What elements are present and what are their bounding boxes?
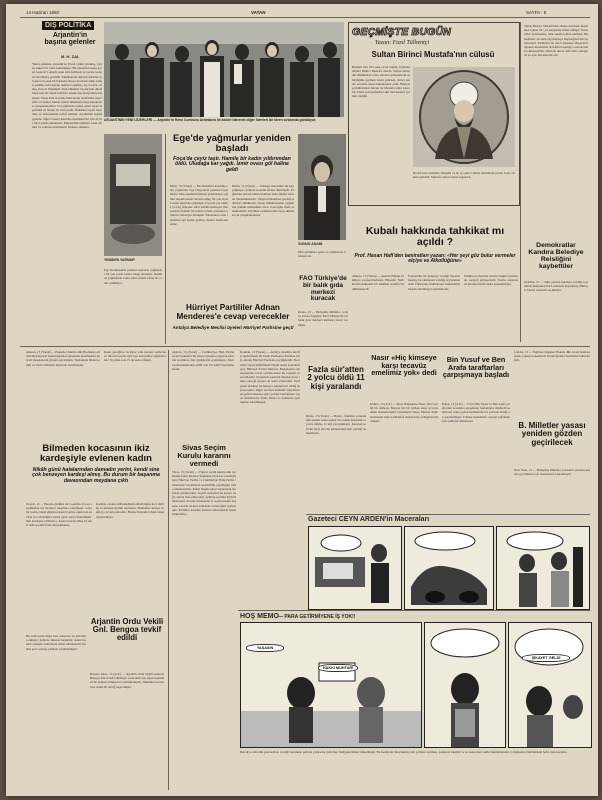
hurriyet-subtitle: Antalya Belediye Meclisi üyeleri Hürriyet Partisine geçti	[172, 325, 294, 330]
gecmiste-title: Sultan Birinci Mustafa'nın cülusü	[371, 50, 495, 59]
comic2-panel-1	[240, 622, 422, 748]
rain-photo-image	[104, 134, 162, 256]
man-photo-image	[298, 134, 346, 240]
nasir-body: Kahire, 13 (A.P.) — Mısır Başbakanı Nasır, dün verdiği bir demeçte Mısırın hiç bir devlete karşı tecavüz emeli beslemediğini söylemiştir. Nasır, Mısırın silahlanmasının sadece müdafaa maksadı ile olduğunu belirtmiştir.	[370, 402, 438, 423]
sultan-portrait	[413, 67, 515, 167]
paper-name: VATAN	[251, 10, 266, 15]
nasir-title: Nasır «Hiç kimseye karşı tecavüz emelimiz yok» dedi	[371, 353, 437, 378]
lower-left-body: Ankara, 13 (Vatan) — Bakanlar Kurulu dün Başbakan Adnan Menderes'in başkanlığında toplanarak memleketin iktisadi meselelerini gözden geçirmiştir. Toplantıda ithalat rejimi ve döviz tahsisleri üzerinde durulmuştur.	[26, 350, 100, 367]
kubali-subtitle: Prof. Hasan Hafi'den tamiratları yazan: «Her şeyi göz bulur vermeler elçiye ve Alkollüğüne»	[354, 253, 516, 265]
comic1-panel-2-art	[405, 527, 493, 609]
bilmeden-subtitle: Nikâh günü hatalarından damadın yerini, kendi sine çok benzeyen kardeşi almış. Bu durum bir başanma davasından meydana çıktı	[32, 467, 160, 484]
rain-caption: YENİDEN YAĞMUR	[104, 258, 135, 262]
comic1-label: Gazeteci CEYN ARDEN'in Maceraları	[308, 516, 430, 523]
bin-title: Bin Yusuf ve Ben Arafa taraftarları çarpışmaya başladı	[442, 355, 510, 380]
far-right-body: Londra, 13 — İngiltere Dışişleri Bakanı dün Avam Kamarasında yaptığı konuşmada Ortadoğudaki durumdan bahsetmiştir.	[514, 350, 590, 363]
bilmeden-body: Napoli, 13 — Burada görülen bir boşanma davası alışılmamış bir hadiseyi meydana çıkarmıştır. Genç bir kadın, nikah günü kocasının yerine onun ikiz kardeşi ile evlendiğini ancak aylar sonra farketmiştir. İkiz kardeşler birbirine o kadar benziyormuş ki ailesi dahi aradaki farkı anlayamamış.	[26, 502, 92, 528]
gecmiste-box	[348, 22, 520, 206]
bin-body: Rabat, 13 (A.P.) — Fas'ta Bin Yusuf ve Ben Arafa taraftarları arasında çarpışmalar başlamıştır. Muhtelif şehirlerde vukua gelen hadiselerde bir çok kişi ölmüş ve yaralanmıştır. Fransız makamları asayişi sağlamak için tedbirler almaktadır.	[442, 402, 510, 423]
fazla-body: Bursa, 13 (Vatan) — Bursa - İstanbul yolunda dün akşam vukua gelen bir otobüs kazasında 2 yolcu ölmüş, 11 kişi yaralanmıştır. Kazanın şoförün fazla sür'atle gitmesinden ileri geldiği anlaşılmıştır.	[306, 414, 366, 435]
hurriyet-title: Hürriyet Partililer Adnan Menderes'e cevap verecekler	[176, 303, 290, 321]
demokrat-title: Demokratlar Kandıra Belediye Reisliğini kaybettiler	[528, 242, 584, 271]
comic2-bubble-2: HAKKI MUHTARI	[318, 664, 358, 672]
rain-caption-body: Ege mıntıkasında yeniden başlayan yağmurlar bir çok yerde zarara sebep olmuştur. Resimde yağmurdan sonra sular altında kalan bir cadde görülüyor.	[104, 268, 162, 285]
sivas-title: Sivas Seçim Kurulu kararını vermedi	[177, 443, 231, 468]
politics-title: Arjantin'in başına gelenler	[44, 32, 96, 47]
comic2-panel-3	[508, 622, 592, 748]
gecmiste-byline: Yazan: Fazıl Tülbentçi	[375, 40, 430, 46]
politics-body: Yakın zamanda Arjantin'de Peron rejimi yıkılmış, yerine askeri bir idare kurulmuştu. Bu idarenin başına geçen General Lonardi uzun süre kalmadı ve yerine General Aramburu getirildi. Memleketin iktisadi durumu son derece bozuk bir haldedir. Peron devrinde takip edilen politika neticesinde hazine boşalmış, dış borçlar artmış, ihracat düşmüştü. Yeni hükümet bu durumu düzeltmek için bir takım tedbirler almak mecburiyetinde kalmıştır. Fakat halk arasında hâlâ Peron taraftarları mevcuttur ve bunlar zaman zaman hükümete karşı hareketlere girişmektedirler. Son günlerde vukua gelen isyan teşebbüsü de bunun bir neticesidir. Hükümet isyanı bastırmış ve elebaşılarını tevkif etmiştir. Arjantin'in başına gelenler diğer Cenubi Amerika memleketleri için de bir ibret teşkil etmektedir. Diktatörlük rejimleri uzun sürmez ve sonunda memleketi felakete sürükler.	[32, 62, 102, 130]
comic2-bubble-3: ŞİKAYET GELDİ	[522, 654, 570, 662]
ege-title: Ege'de yağmurlar yeniden başladı	[173, 133, 291, 154]
gecmiste-body: Bundan tam 343 sene evvel bugün, Osmanlı tahtına Birinci Mustafa oturdu. Sultan Ahmedin ölümünden sonra saltanat şehzadelerin en büyüğüne geçmek lazım gelirken, devlet erkanı arasında uzun münakaşalar oldu. Nihayet şeyhülislamın fetvası ile Mustafa tahta çıkarıldı. Fakat yeni padişahın akli muvazenesi yerinde değildi.	[352, 65, 410, 99]
fazla-title: Fazla sür'atten 2 yolcu öldü 11 kişi yaralandı	[307, 365, 365, 391]
comic2-panel-3-art	[509, 623, 591, 747]
comic1-panel-1	[308, 526, 402, 610]
comic1-panel-2	[404, 526, 494, 610]
leaders-caption-title: ARJANTİNİN YENİ LİDERLERİ	[104, 118, 153, 122]
sultan-portrait-image	[413, 67, 515, 167]
lower-left-body-3: Bu arada polis diğer bazı subayları da gözaltına almıştır. Şehirde sükunet hakimdir. Askeri kıtalar stratejik noktalarda nöbet tutmaktadır. Halkın gece sokağa çıkması yasaklanmıştır.	[26, 634, 86, 651]
lower-left-body-2: Karar gereğince tacirlere yeni kotalar verilecek ve ihracatı teşvik için bazı kolaylıklar sağlanacaktır. Toplantı saat 19 da sona ermiştir.	[104, 350, 166, 363]
comic1-panel-3	[496, 526, 590, 610]
kubali-body-3: Fakülte profesörler kurulu bugün toplanarak vaziyeti görüşecektir. Talebe arasında da mesele büyük alaka uyandırmıştır.	[464, 274, 518, 287]
kubali-body-2: Profesörün bir gazeteye verdiği beyanat üzerine bu tahkikatın açıldığı söylenmektedir. Üniversite muhtariyeti bakımından mesele ehemmiyet taşımaktadır.	[408, 274, 460, 291]
comic1-panel-1-art	[309, 527, 401, 609]
bmilletler-title: B. Milletler yasası yeniden gözden geçirilecek	[518, 421, 586, 447]
bmilletler-body: New York, 13 — Birleşmiş Milletler yasasının yeniden gözden geçirilmesi için hazırlıklara başlanmıştır.	[514, 468, 590, 477]
comic-rule-top	[306, 514, 590, 515]
arjantin-ordu-title: Arjantin Ordu Vekili Gnl. Bengoa tevkif edildi	[90, 617, 164, 643]
kubali-title: Kubalı hakkında tahkikat mı açıldı ?	[365, 225, 505, 249]
sivas-body: Sivas, 13 (Vatan) — Vilayet seçim kurulu dün toplanmış fakat itirazlar hakkında bir karar verememiştir. Hürriyet Partisi ve Cumhuriyet Halk Partisi temsilcileri seçimlerde usulsüzlük yapıldığını iddia etmektedirler. Kurul bugün tekrar toplanarak meseleyi görüşecektir. Seçim neticeleri bu karara bağlı olarak ilan edilecektir. Şehirde seçimle ilgili münakaşalar devam etmektedir. İl seçim kurulu başkanı, kararın en kısa zamanda verileceğini söylemiştir. Partililer kurulun kararını sabırsızlıkla beklemektedirler.	[172, 470, 236, 517]
center-body-2: İstanbul, 13 (Vatan) — Antalya belediye meclisi üyelerinden bir kısmı Demokrat Partiden istifa ederek Hürriyet Partisine geçmişlerdir. Bu hadise siyasi mahfillerde büyük alaka uyandırmıştır. Hürriyet Partisi liderleri, Başbakanın son beyanatına cevap vermek üzere bir toplantı yapacaklardır. Toplantıda partinin bundan sonra takip edeceği siyaset de tesbit edilecektir. Parti genel merkezi bu hususta yakında bir tebliğ neşredecektir. Diğer taraftan muhtelif vilayetlerden gelen haberlere göre partiye katılanların sayısı artmaktadır. İzmir, Bursa ve Adana'da yeni teşkilat kurulmuştur.	[240, 350, 300, 405]
right-col-body: Sultan Birinci Mustafa'nın cülusu devrinde memleket içinde bir çok karışıklık zuhur etmişti. Yeniçeriler ayaklanmış, halk sıkıntı içinde kalmıştı. Bu hadiseler devletin zayıflamaya başladığının ilk işaretleriydi. Tarihçiler bu devri Osmanlı imparatorluğunun duraklama devrinin başlangıcı olarak kabul etmektedirler. Mustafa ikinci defa tahta çıktığında da aynı hal tekerrür etti.	[524, 24, 588, 58]
man-photo	[298, 134, 346, 240]
man-caption: GÜNÜN ADAMI	[298, 242, 323, 246]
demokrat-body: Kandıra, 13 — Dün yapılan belediye reisliği seçiminde Demokrat Parti namzedi kaybetmiş, Hürriyet Partisi namzedi seçilmiştir.	[524, 280, 588, 293]
center-vrule	[168, 350, 169, 790]
right-vrule	[520, 22, 521, 342]
politics-author: M. H. ZAL	[61, 54, 80, 59]
leaders-caption: ARJANTİNİN YENİ LİDERLERİ — Arjantin'in Reisi Cumhuru Aramburu ile askeri idarenin diğer liderleri bir tören sırasında görülüyor.	[104, 118, 317, 122]
bilmeden-body-2: Kadının avukatı müvekkilinin aldatıldığını ileri sürmüş ve nikahın iptalini istemiştir. Mahkeme davaya bakmaya devam edecektir. Hadise İtalyada büyük alaka uyandırmıştır.	[96, 502, 164, 519]
bottom-body: Belediye reisi dün gazetecilere verdiği beyanatta şehirde yapılacak yeni imar faaliyetlerinden bahsetmiştir. Bu faaliyetler meyanında yeni yolların açılması, parkların tanzimi ve su tesisatının ıslahı bulunmaktadır. Çalışmalara önümüzdeki hafta başlanacaktır.	[240, 750, 568, 754]
comic2-sub: — PARA GETİRMİYENE İŞ YOK!!	[278, 614, 356, 620]
bilmeden-title: Bilmeden kocasının ikiz kardeşiyle evlenen kadın	[40, 443, 152, 464]
kubali-body: Ankara, 13 (Vatan) — Ankara Hukuk Fakültesi profesörlerinden Hüseyin Naili Kubalı hakkında bir tahkikat açıldığı bildirilmektedir.	[352, 274, 404, 291]
newspaper-page	[6, 4, 598, 796]
comic1-panel-3-art	[497, 527, 589, 609]
comic2-bubble-1: YAŞASIN	[246, 644, 284, 652]
date-line: 14 Haziran 1960	[26, 10, 60, 15]
man-caption-body: Dün şehrimize gelen ve tetkiklerde bulunan zat.	[298, 250, 346, 259]
fao-title: FAO Türkiye'de bir balık gıda merkezi kuracak	[299, 275, 347, 303]
fao-body: Roma, 13 — Birleşmiş Milletler Gıda ve Ziraat Teşkilatı FAO Türkiye'de bir balık gıda merkezi kurmaya karar vermiştir.	[298, 310, 348, 327]
comic2-label: HOŞ MEMO	[240, 613, 279, 620]
arjantin-ordu-body: Buenos Aires, 13 (A.P.) — Arjantin Ordu Vekili General Bengoa dün tevkif edilmiştir. Generalin son isyan teşebbüsü ile alakası olduğu ileri sürülmektedir. Hükümet bu hususta resmi bir tebliğ neşretmiştir.	[90, 672, 164, 689]
leaders-photo	[104, 22, 344, 117]
ege-subtitle: Foça'da çeyiz taştı. Hamile bir kadın yıldırımdan öldü. Uludağa kar yağdı. İzmir ovası göl haline geldi	[173, 156, 291, 173]
comic2-panel-2	[424, 622, 506, 748]
masthead-rule	[20, 17, 590, 18]
ege-body: İzmir, 13 (Vatan) — Bir müddettir kesilmiş olan yağmurlar Ege bölgesinde yeniden başlamıştır. Dün sabahtan itibaren şiddetlenen yağmur akşama kadar devam etmiş, bir çok ilçede seller meydana gelmiştir. Foça'da çay taşmış ve bağ bahçeler sular altında kalmıştır. Bergama'da hamile bir kadın tarlada çalışırken yıldırım isabetiyle ölmüştür. Menemen ovası tamamen göl haline gelmiş, ekinler mahvolmuştur.	[170, 184, 228, 226]
center-body-top: Ankara, 13 (Vatan) — Cumhuriyet Halk Partisi Genel Sekreteri bir basın toplantısı yaparak partinin seçimlere dair görüşlerini açıklamıştır. Parti seçim kanununun tadili için bir teklif hazırlamaktadır.	[172, 350, 234, 371]
rain-photo	[104, 134, 162, 256]
gecmiste-body-2: Bu hal kısa zamanda anlaşıldı ve üç ay sonra tahttan indirilerek yerine Genç Osman getirildi. Mustafa tekrar kafese kapatıldı.	[413, 171, 515, 180]
middle-hrule	[20, 346, 590, 347]
leaders-photo-image	[104, 22, 344, 117]
comic2-panel-1-art	[241, 623, 421, 747]
page-number: SAYFA : 5	[526, 10, 547, 15]
ege-body-2: Bursa, 13 (Vatan) — Uludağa mevsimin ilk karı yağmıştır. Şehirde sıcaklık birden düşmüştür. Yağmurun devam etmesi halinde daha büyük zararlar beklenmektedir. Vilayet makamları gerekli tedbirleri almaktadır. Ziraat mütehassısları yağmurun pamuk mahsulüne zarar vereceğini ifade etmektedirler. Köylüler tarlalarındaki suyu akıtmak için çalışmaktadırlar.	[232, 184, 294, 218]
comic2-panel-2-art	[425, 623, 505, 747]
comic2-rule-top	[238, 610, 590, 611]
politics-label: DIŞ POLİTİKA	[42, 21, 94, 30]
mid-vrule	[165, 134, 166, 344]
gecmiste-label: GEÇMİŞTE BUGÜN	[352, 26, 452, 38]
